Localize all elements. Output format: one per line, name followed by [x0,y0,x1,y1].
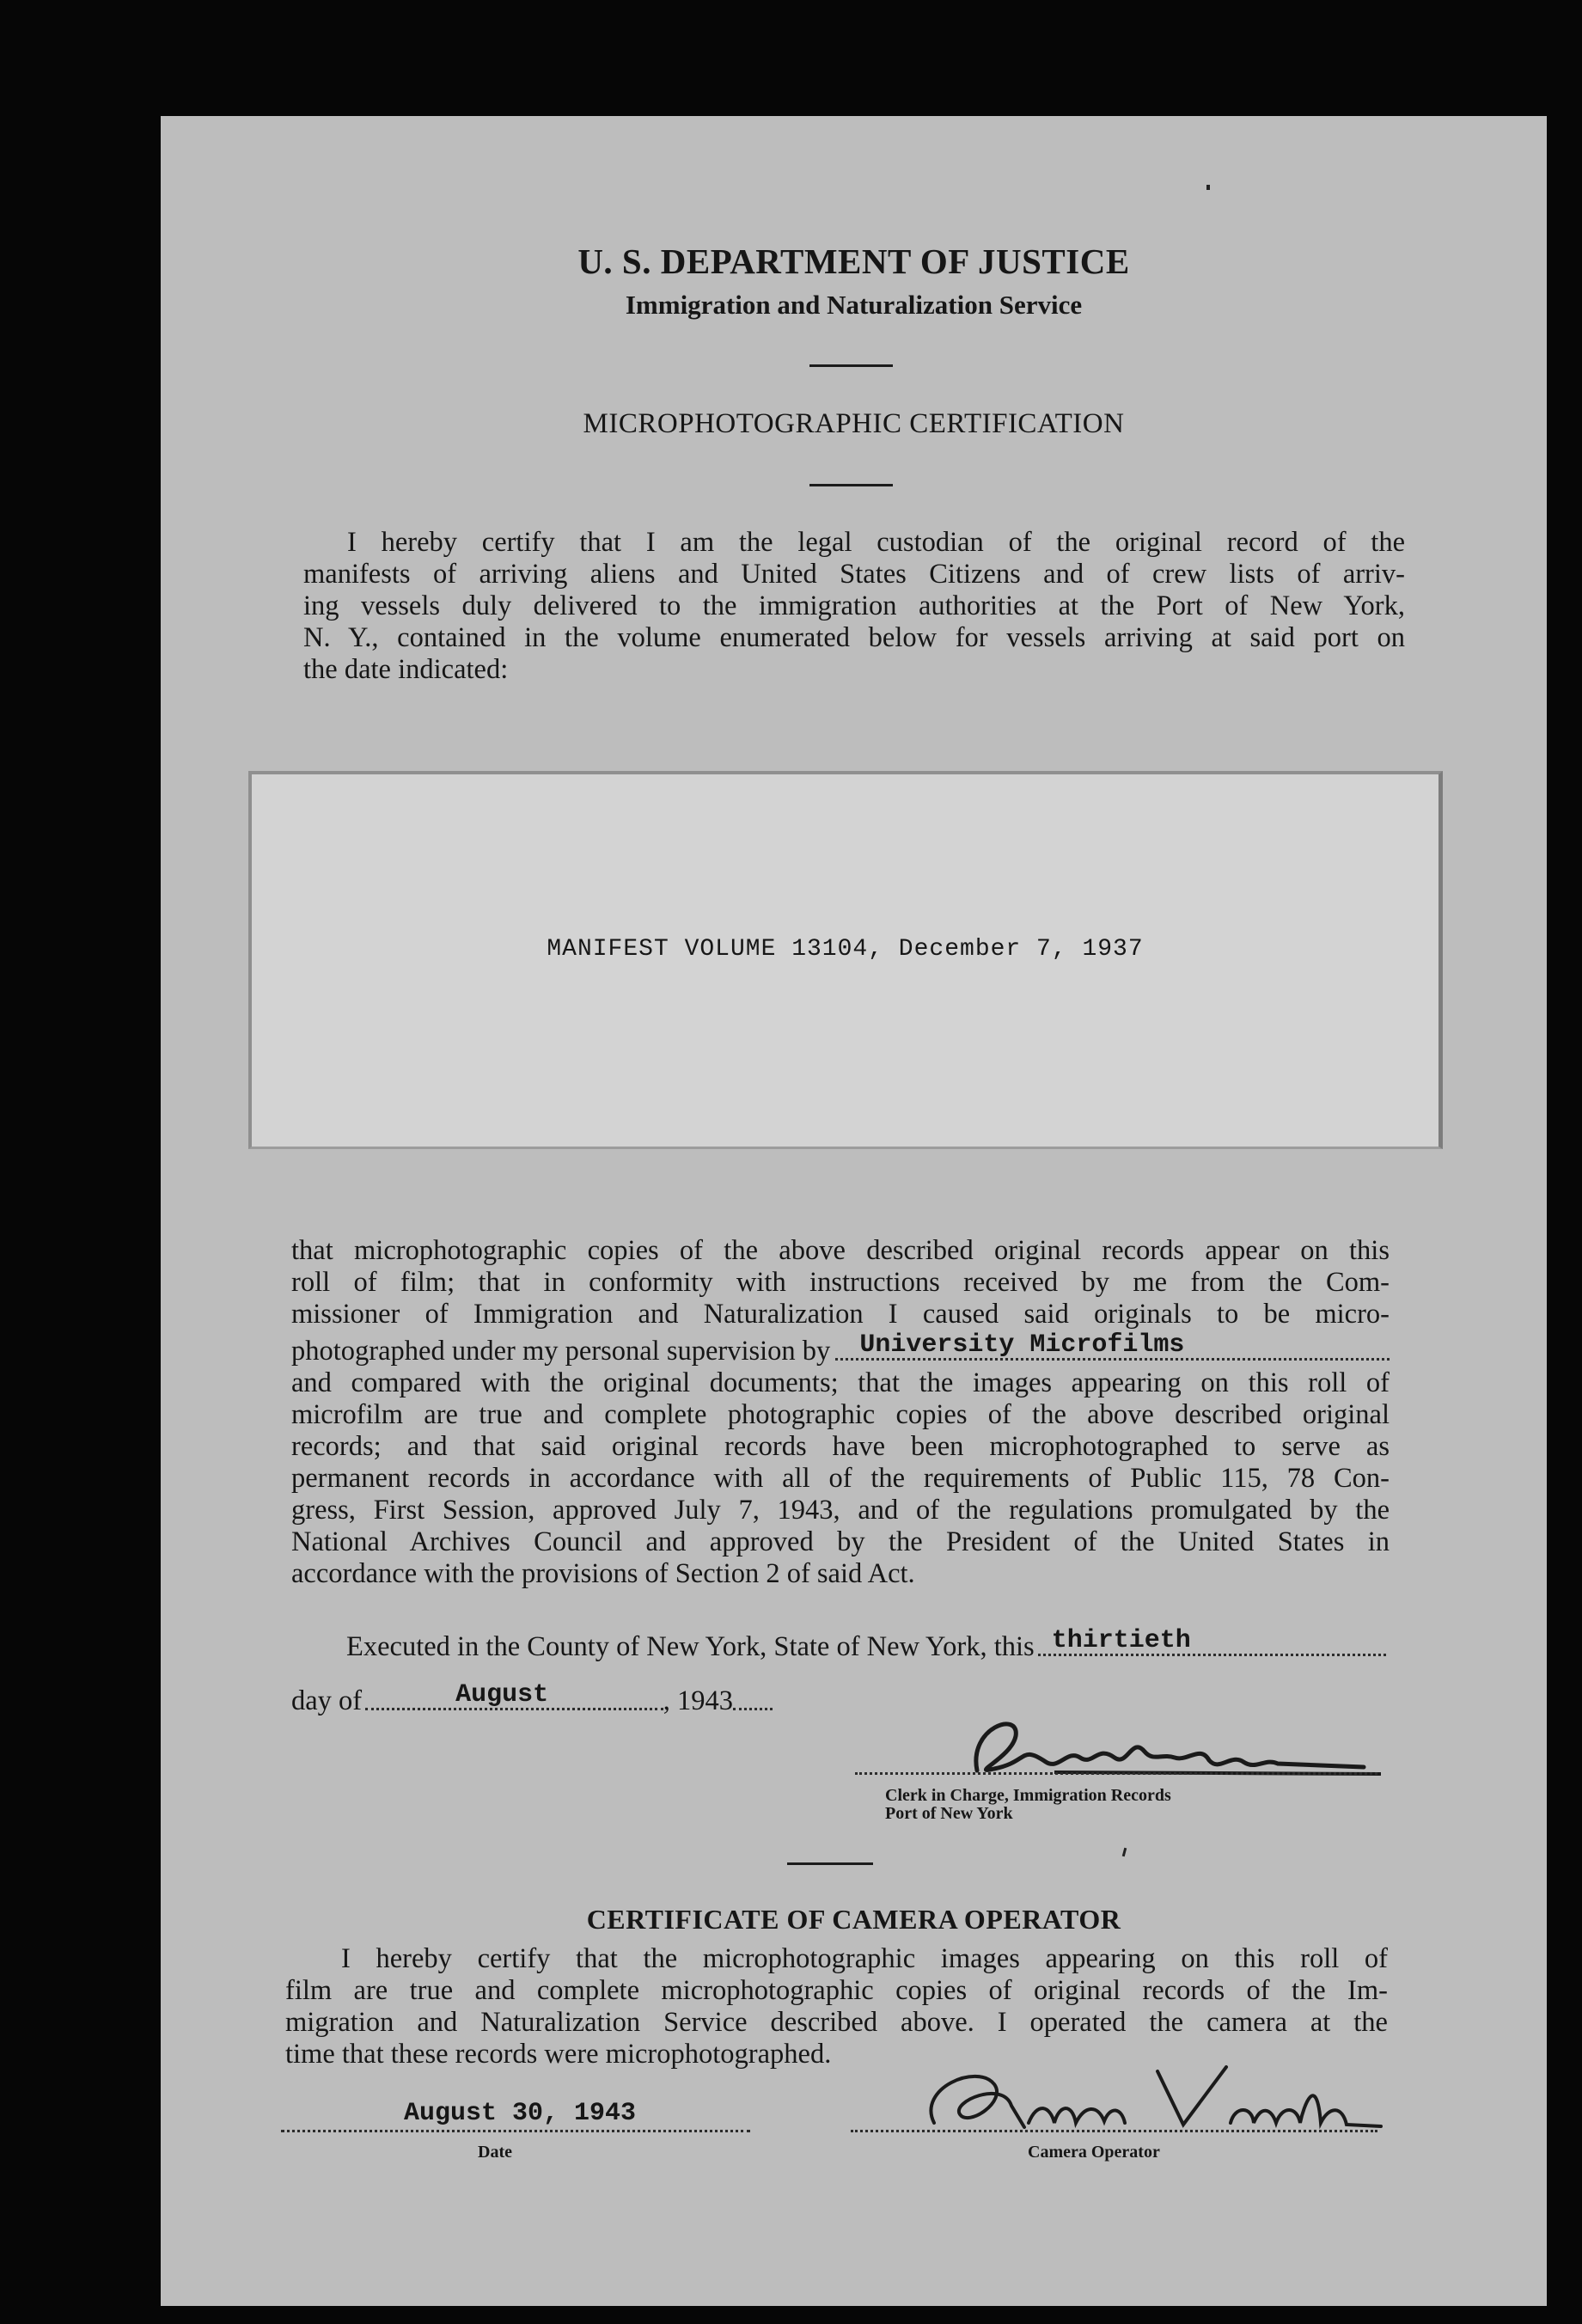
certificate-sheet [161,116,1547,2306]
intro-line: ing vessels duly delivered to the immigration authorities at the Port of New York, [303,590,1405,621]
clerk-title-line1: Clerk in Charge, Immigration Records [885,1786,1171,1805]
body-line: that microphotographic copies of the above described original records appear on this [291,1235,1390,1266]
day-value: thirtieth [1051,1626,1191,1655]
intro-line: N. Y., contained in the volume enumerated below for vessels arriving at said port on [303,622,1405,653]
body-line: records; and that said original records have been microphotographed to serve as [291,1431,1390,1462]
camera-line: I hereby certify that the microphotographic images appearing on this roll of [341,1943,1388,1974]
intro-paragraph [303,527,1405,686]
certification-heading: MICROPHOTOGRAPHIC CERTIFICATION [583,408,1125,439]
service-subtitle: Immigration and Naturalization Service [625,290,1083,320]
intro-line: manifests of arriving aliens and United States Citizens and of crew lists of arriv- [303,559,1405,590]
day-fill-line [1038,1626,1386,1656]
intro-line: the date indicated: [303,654,509,685]
day-of-label: day of [291,1685,363,1716]
intro-line: I hereby certify that I am the legal custodian of the original record of the [347,527,1405,558]
body-line: accordance with the provisions of Section 2 of said Act. [291,1558,915,1589]
body-line: roll of film; that in conformity with instructions received by me from the Com- [291,1267,1390,1298]
camera-line: film are true and complete microphotographic copies of original records of the Im- [285,1975,1388,2006]
date-line [281,2130,750,2132]
body-line: permanent records in accordance with all of the requirements of Public 115, 78 Con- [291,1463,1390,1494]
supervision-fill-line [835,1330,1390,1361]
date-line [291,1680,773,1717]
speck-mark [1122,1848,1127,1856]
body-line: gress, First Session, approved July 7, 1943, and of the regulations promulgated by the [291,1495,1390,1526]
certification-body [291,1235,1390,1590]
department-title: U. S. DEPARTMENT OF JUSTICE [577,242,1130,281]
operator-date-value: August 30, 1943 [404,2099,637,2128]
divider-rule [787,1862,873,1865]
executed-prefix: Executed in the County of New York, State of New York, this [346,1631,1035,1662]
divider-rule [809,484,893,486]
camera-certificate-text [285,1943,1388,2070]
body-line: and compared with the original documents; that the images appearing on this roll of [291,1367,1390,1398]
month-fill-line [365,1680,663,1710]
manifest-insert [248,771,1443,1149]
supervision-line [291,1330,1390,1367]
body-line: microfilm are true and complete photographic copies of the above described original [291,1399,1390,1430]
body-line: National Archives Council and approved by the President of the United States in [291,1526,1390,1557]
company-name: University Microfilms [859,1330,1185,1360]
clerk-signature-line [855,1772,1377,1775]
clerk-title-line2: Port of New York [885,1804,1013,1823]
operator-label: Camera Operator [1028,2143,1160,2162]
supervision-prefix: photographed under my personal supervision by [291,1336,831,1367]
date-label: Date [478,2143,512,2162]
operator-signature-image [900,2054,1398,2140]
body-line: missioner of Immigration and Naturalization I caused said originals to be micro- [291,1299,1390,1330]
camera-certificate-heading: CERTIFICATE OF CAMERA OPERATOR [586,1904,1121,1935]
executed-line [346,1626,1386,1663]
divider-rule [809,364,893,367]
year-fill-line [733,1708,773,1710]
year-text: , 1943 [663,1685,733,1716]
camera-line: time that these records were microphotographed. [285,2039,832,2070]
operator-signature-line [851,2130,1377,2132]
speck-mark [1206,185,1210,190]
manifest-volume-text: MANIFEST VOLUME 13104, December 7, 1937 [547,936,1144,963]
month-value: August [455,1680,549,1709]
camera-line: migration and Naturalization Service described above. I operated the camera at the [285,2007,1388,2038]
